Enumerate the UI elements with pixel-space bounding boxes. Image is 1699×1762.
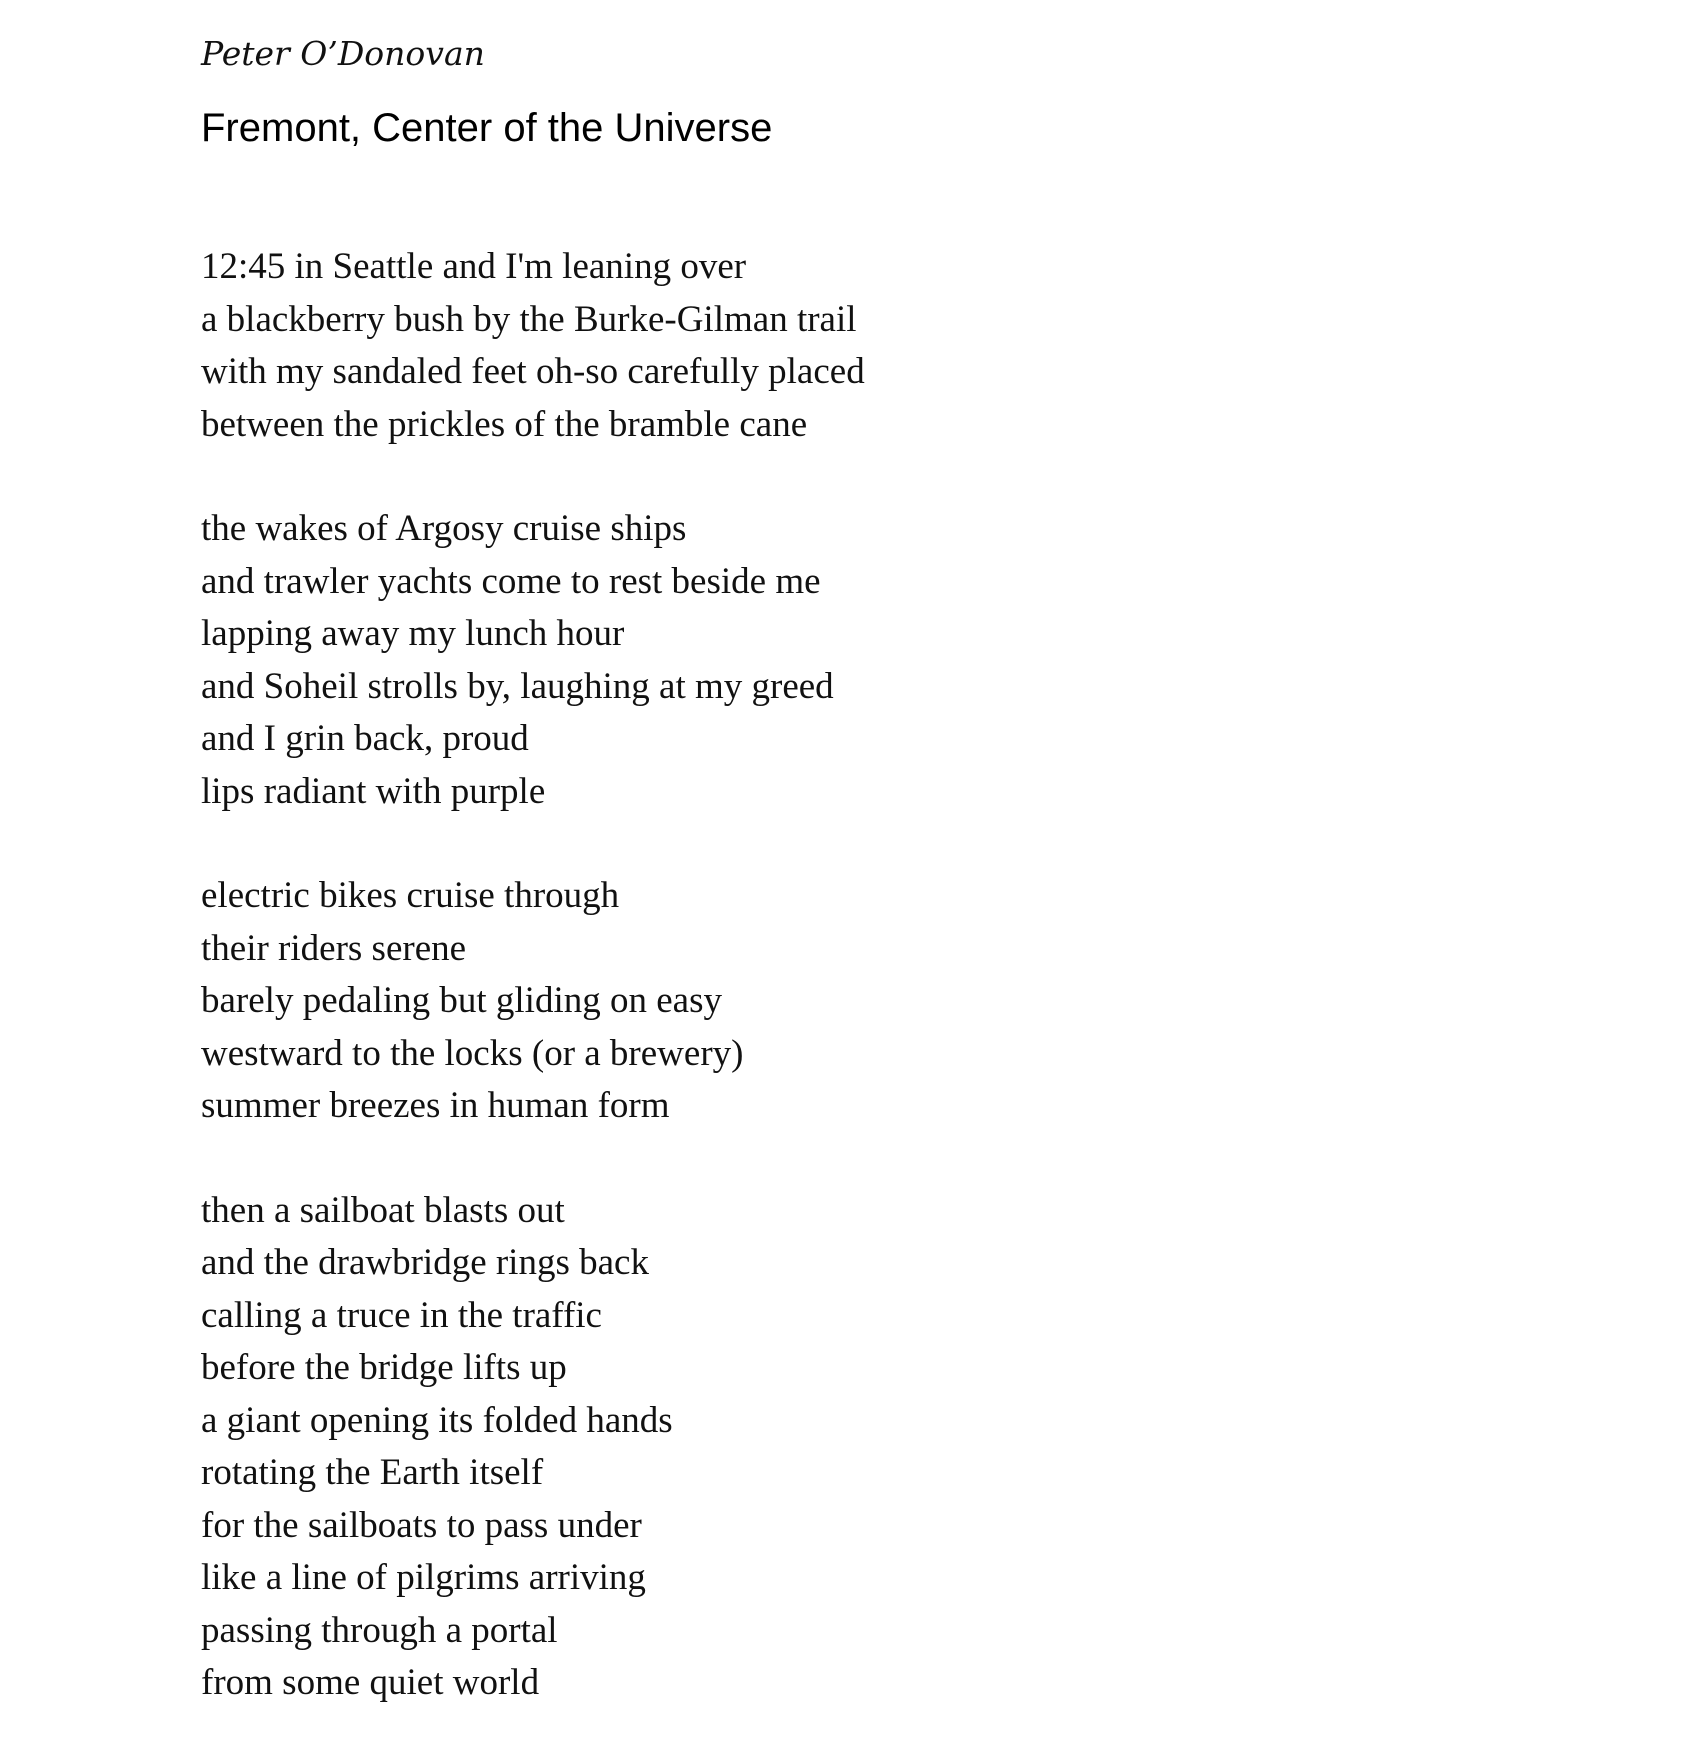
poem-line: and Soheil strolls by, laughing at my greed xyxy=(201,665,834,707)
poem-line: lips radiant with purple xyxy=(201,770,546,812)
poem-line: passing through a portal xyxy=(201,1609,558,1651)
poem-line: then a sailboat blasts out xyxy=(201,1189,565,1231)
poem-line: their riders serene xyxy=(201,927,467,969)
poem-title: Fremont, Center of the Universe xyxy=(201,106,773,150)
stanza-1 xyxy=(201,241,865,451)
stanza-3 xyxy=(201,870,865,1133)
poem-line: and I grin back, proud xyxy=(201,718,529,759)
author-name: Peter O’Donovan xyxy=(201,34,485,73)
poem-line: the wakes of Argosy cruise ships xyxy=(201,508,687,549)
poem-line: westward to the locks (or a brewery) xyxy=(201,1032,744,1074)
stanza-2 xyxy=(201,503,865,818)
poem-line: with my sandaled feet oh-so carefully placed xyxy=(201,351,865,392)
poem-body xyxy=(201,241,865,1762)
poem-line: a blackberry bush by the Burke-Gilman trail xyxy=(201,298,857,340)
poem-line: before the bridge lifts up xyxy=(201,1347,567,1388)
poem-line: between the prickles of the bramble cane xyxy=(201,403,808,445)
poem-line: calling a truce in the traffic xyxy=(201,1294,602,1336)
poem-line: barely pedaling but gliding on easy xyxy=(201,980,722,1021)
poem-line: electric bikes cruise through xyxy=(201,875,620,916)
poem-line: and trawler yachts come to rest beside me xyxy=(201,560,821,602)
poem-line: summer breezes in human form xyxy=(201,1085,670,1126)
poem-line: rotating the Earth itself xyxy=(201,1452,544,1493)
poem-line: a giant opening its folded hands xyxy=(201,1399,673,1441)
poem-line: like a line of pilgrims arriving xyxy=(201,1557,646,1598)
poem-line: for the sailboats to pass under xyxy=(201,1504,642,1546)
poem-line: and the drawbridge rings back xyxy=(201,1242,649,1283)
poem-line: from some quiet world xyxy=(201,1662,540,1703)
stanza-4 xyxy=(201,1185,865,1710)
poem-line: 12:45 in Seattle and I'm leaning over xyxy=(201,246,747,287)
poem-line: lapping away my lunch hour xyxy=(201,613,625,654)
